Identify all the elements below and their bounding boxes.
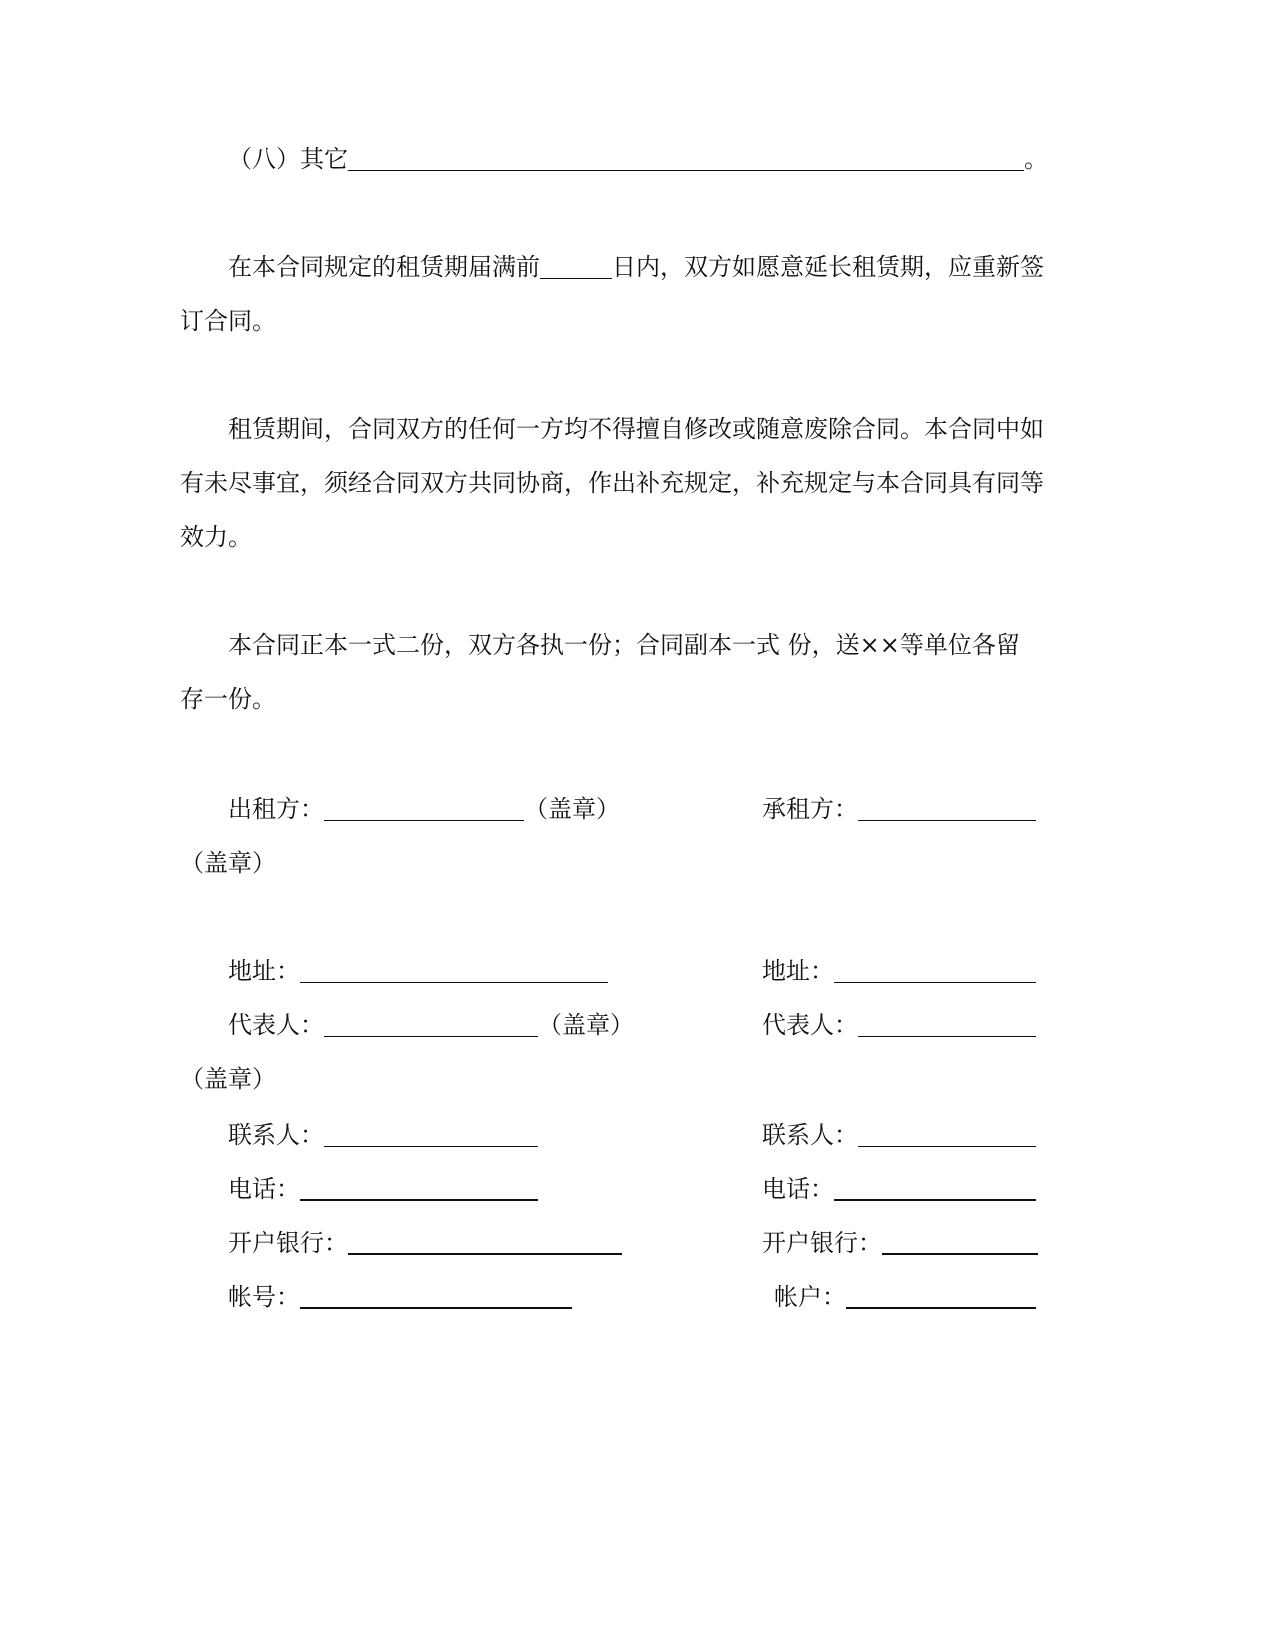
lessee-address-row <box>762 954 1036 988</box>
lessee-account-blank[interactable] <box>846 1283 1036 1309</box>
lessee-contact-label: 联系人： <box>762 1121 858 1149</box>
lessee-account-label: 帐户： <box>774 1283 846 1311</box>
lessee-address-label: 地址： <box>762 957 834 985</box>
copies-line-1: 本合同正本一式二份，双方各执一份；合同副本一式 份，送××等单位各留 <box>228 631 1020 659</box>
lessee-phone-label: 电话： <box>762 1175 834 1203</box>
lessor-label: 出租方： <box>228 795 324 823</box>
lessor-address-row <box>228 954 608 988</box>
lessee-blank[interactable] <box>858 796 1036 821</box>
lessee-contact-row <box>762 1118 1036 1152</box>
clause-other-end: 。 <box>1024 145 1048 173</box>
lessee-bank-row <box>762 1226 1038 1260</box>
renewal-text-b: 日内，双方如愿意延长租赁期，应重新签 <box>612 253 1044 281</box>
lessor-contact-blank[interactable] <box>324 1122 538 1147</box>
lessor-representative-seal: （盖章） <box>538 1011 634 1039</box>
copies-line-2: 存一份。 <box>180 685 276 713</box>
lessor-bank-row <box>228 1226 622 1260</box>
lessor-account-label: 帐号： <box>228 1283 300 1311</box>
lessee-row <box>762 792 1036 826</box>
lessor-bank-blank[interactable] <box>348 1229 622 1255</box>
clause-other <box>228 142 1048 176</box>
lessor-account-row <box>228 1280 572 1314</box>
lessor-account-blank[interactable] <box>300 1283 572 1309</box>
lessor-phone-row <box>228 1172 538 1206</box>
lessor-representative-blank[interactable] <box>324 1012 538 1037</box>
lessee-seal-wrap: （盖章） <box>180 849 276 877</box>
lessor-address-label: 地址： <box>228 957 300 985</box>
modification-line-2: 有未尽事宜，须经合同双方共同协商，作出补充规定，补充规定与本合同具有同等 <box>180 469 1044 497</box>
modification-line-1: 租赁期间，合同双方的任何一方均不得擅自修改或随意废除合同。本合同中如 <box>228 415 1044 443</box>
lessee-label: 承租方： <box>762 795 858 823</box>
lessee-contact-blank[interactable] <box>858 1122 1036 1147</box>
lessee-address-blank[interactable] <box>834 958 1036 983</box>
lessee-bank-label: 开户银行： <box>762 1229 882 1257</box>
renewal-text-a: 在本合同规定的租赁期届满前 <box>228 253 540 281</box>
lessor-bank-label: 开户银行： <box>228 1229 348 1257</box>
lessor-blank[interactable] <box>324 796 524 821</box>
renewal-days-blank[interactable] <box>540 254 612 279</box>
lessee-bank-blank[interactable] <box>882 1229 1038 1255</box>
lessor-address-blank[interactable] <box>300 958 608 983</box>
modification-line-3: 效力。 <box>180 523 252 551</box>
lessee-representative-seal-wrap: （盖章） <box>180 1065 276 1093</box>
lessee-phone-blank[interactable] <box>834 1175 1036 1201</box>
lessee-representative-blank[interactable] <box>858 1012 1036 1037</box>
lessor-phone-blank[interactable] <box>300 1175 538 1201</box>
lessor-representative-row <box>228 1008 634 1042</box>
lessor-phone-label: 电话： <box>228 1175 300 1203</box>
lessee-representative-row <box>762 1008 1036 1042</box>
clause-other-blank[interactable] <box>348 146 1024 171</box>
lessee-representative-label: 代表人： <box>762 1011 858 1039</box>
renewal-line-2: 订合同。 <box>180 307 276 335</box>
lessor-seal: （盖章） <box>524 795 620 823</box>
lessee-phone-row <box>762 1172 1036 1206</box>
lessee-account-row <box>774 1280 1036 1314</box>
clause-other-label: （八）其它 <box>228 145 348 173</box>
lessor-row <box>228 792 620 826</box>
renewal-line-1 <box>228 250 1044 284</box>
lessor-representative-label: 代表人： <box>228 1011 324 1039</box>
lessor-contact-row <box>228 1118 538 1152</box>
lessor-contact-label: 联系人： <box>228 1121 324 1149</box>
